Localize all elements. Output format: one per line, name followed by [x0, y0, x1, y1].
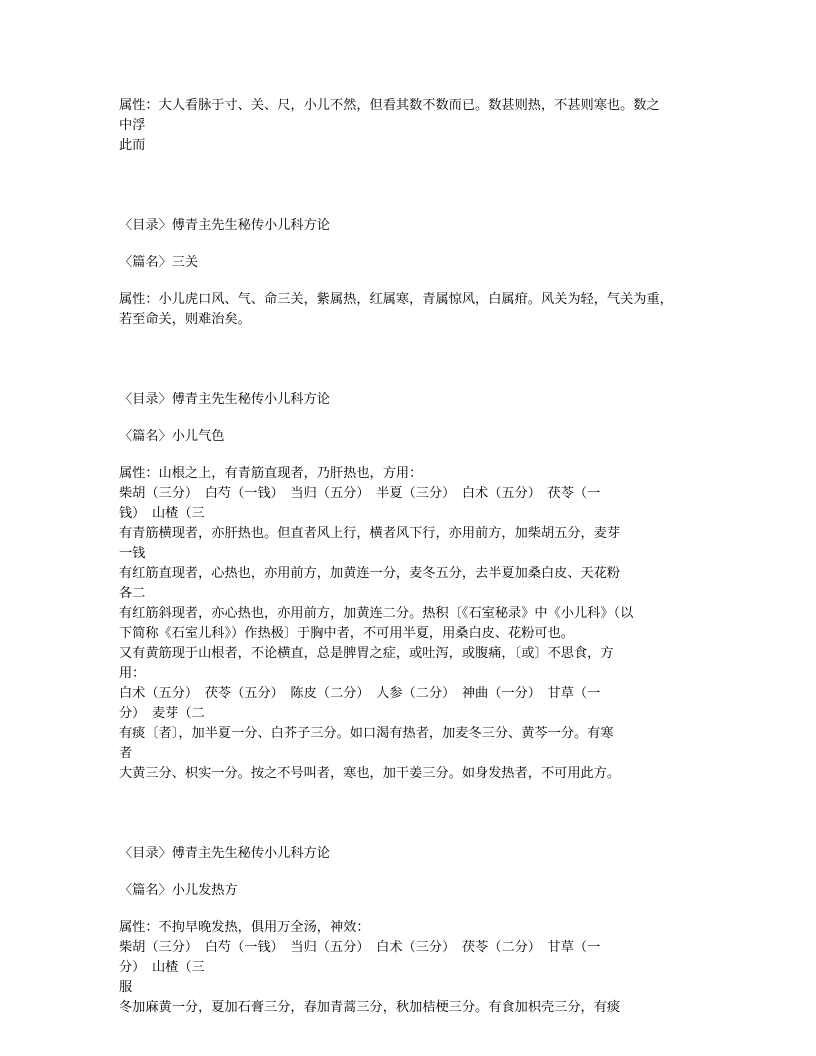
section-xiao-er-qi-se — [119, 390, 699, 784]
text-line: 有青筋横现者，亦肝热也。但直者风上行，横者风下行，亦用前方，加柴胡五分，麦芽 — [119, 526, 621, 541]
text-line: 柴胡（三分） 白芍（一钱） 当归（五分） 半夏（三分） 白术（五分） 茯苓（一 — [119, 486, 601, 501]
chapter-title: 〈篇名〉三关 — [119, 255, 199, 270]
chapter-title: 〈篇名〉小儿发热方 — [119, 883, 238, 898]
intro-paragraph — [119, 96, 699, 156]
text-line: 下简称《石室儿科》）作热极〕于胸中者，不可用半夏，用桑白皮、花粉可也。 — [119, 626, 574, 641]
text-line: 柴胡（三分） 白芍（一钱） 当归（五分） 白术（三分） 茯苓（二分） 甘草（一 — [119, 940, 601, 955]
text-line: 冬加麻黄一分，夏加石膏三分，春加青蒿三分，秋加桔梗三分。有食加枳壳三分，有痰 — [119, 1000, 621, 1015]
text-line: 有痰〔者〕，加半夏一分、白芥子三分。如口渴有热者，加麦冬三分、黄芩一分。有寒 — [119, 726, 614, 741]
text-line: 分） 麦芽（二 — [119, 706, 205, 721]
chapter-title: 〈篇名〉小儿气色 — [119, 429, 225, 444]
text-line: 白术（五分） 茯苓（五分） 陈皮（二分） 人参（二分） 神曲（一分） 甘草（一 — [119, 686, 601, 701]
text-line: 者 — [119, 746, 133, 761]
text-line: 属性：小儿虎口风、气、命三关，紫属热，红属寒，青属惊风，白属疳。风关为轻，气关为重， — [119, 292, 673, 307]
text-line: 属性：山根之上，有青筋直现者，乃肝热也，方用： — [119, 466, 423, 481]
section-xiao-er-fa-re-fang — [119, 844, 699, 1018]
text-line: 一钱 — [119, 546, 146, 561]
text-line: 中浮 — [119, 118, 146, 133]
section-gap — [119, 156, 699, 216]
text-line: 服 — [119, 980, 133, 995]
text-line: 各二 — [119, 586, 146, 601]
text-line: 大黄三分、枳实一分。按之不号叫者，寒也，加干姜三分。如身发热者，不可用此方。 — [119, 766, 621, 781]
text-line: 用： — [119, 666, 146, 681]
section-gap — [119, 330, 699, 390]
catalog-line: 〈目录〉傅青主先生秘传小儿科方论 — [119, 846, 330, 861]
document-page — [119, 96, 699, 1018]
text-line: 钱） 山楂（三 — [119, 506, 205, 521]
catalog-line: 〈目录〉傅青主先生秘传小儿科方论 — [119, 218, 330, 233]
section-gap — [119, 784, 699, 844]
text-line: 属性：不拘早晚发热，俱用万全汤，神效： — [119, 920, 370, 935]
text-line: 分） 山楂（三 — [119, 960, 205, 975]
text-line: 有红筋斜现者，亦心热也，亦用前方，加黄连二分。热积〔《石室秘录》中《小儿科》（以 — [119, 606, 634, 621]
text-line: 又有黄筋现于山根者，不论横直，总是脾胃之症，或吐泻，或腹痛，〔或〕不思食，方 — [119, 646, 614, 661]
text-line: 若至命关，则难治矣。 — [119, 312, 251, 327]
text-line: 此而 — [119, 138, 146, 153]
section-san-guan — [119, 216, 699, 330]
text-line: 属性：大人看脉于寸、关、尺，小儿不然，但看其数不数而已。数甚则热，不甚则寒也。数之 — [119, 98, 660, 113]
catalog-line: 〈目录〉傅青主先生秘传小儿科方论 — [119, 392, 330, 407]
text-line: 有红筋直现者，心热也，亦用前方，加黄连一分，麦冬五分，去半夏加桑白皮、天花粉 — [119, 566, 621, 581]
